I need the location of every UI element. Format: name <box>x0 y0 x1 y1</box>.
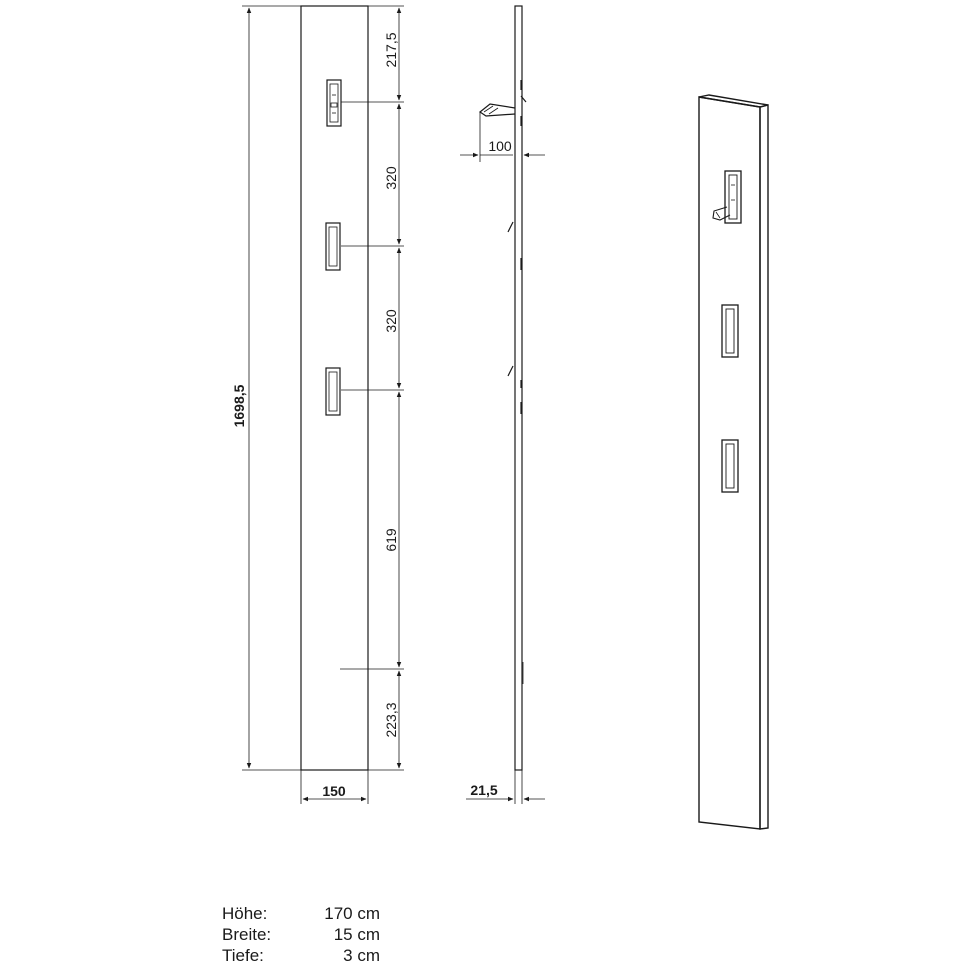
perspective-panel-front <box>699 97 760 829</box>
spec-label-width: Breite: <box>222 925 272 944</box>
depth-label: 21,5 <box>470 782 498 798</box>
spec-value-height: 170 cm <box>324 904 380 923</box>
hook-spacing-1-label: 320 <box>383 166 399 190</box>
front-view <box>242 6 404 770</box>
side-hook-1-open <box>480 80 526 126</box>
width-label: 150 <box>322 783 346 799</box>
spec-value-depth: 3 cm <box>343 946 380 965</box>
side-view <box>480 6 526 770</box>
perspective-panel-top <box>699 95 768 107</box>
perspective-view <box>699 95 768 829</box>
hook-projection-dimension <box>460 112 545 162</box>
hook-spacing-2-label: 320 <box>383 309 399 333</box>
spec-row-depth <box>222 945 380 966</box>
dimension-specs <box>222 903 380 966</box>
front-hook-1 <box>327 80 341 126</box>
front-hook-3 <box>326 368 340 415</box>
lower-gap-label: 619 <box>383 528 399 552</box>
spec-row-width <box>222 924 380 945</box>
perspective-hook-2 <box>722 305 738 357</box>
overall-height-label: 1698,5 <box>231 384 247 428</box>
spec-label-height: Höhe: <box>222 904 268 923</box>
spec-row-height <box>222 903 380 924</box>
front-panel-outline <box>301 6 368 770</box>
spec-value-width: 15 cm <box>333 925 380 944</box>
bottom-offset-label: 223,3 <box>383 702 399 738</box>
hook-projection-label: 100 <box>488 138 512 154</box>
spec-label-depth: Tiefe: <box>222 946 264 965</box>
perspective-hook-1 <box>713 171 741 223</box>
perspective-panel-side <box>760 105 768 829</box>
top-offset-label: 217,5 <box>383 32 399 68</box>
overall-height-dimension <box>231 8 249 768</box>
perspective-hook-3 <box>722 440 738 492</box>
front-hook-2 <box>326 223 340 270</box>
